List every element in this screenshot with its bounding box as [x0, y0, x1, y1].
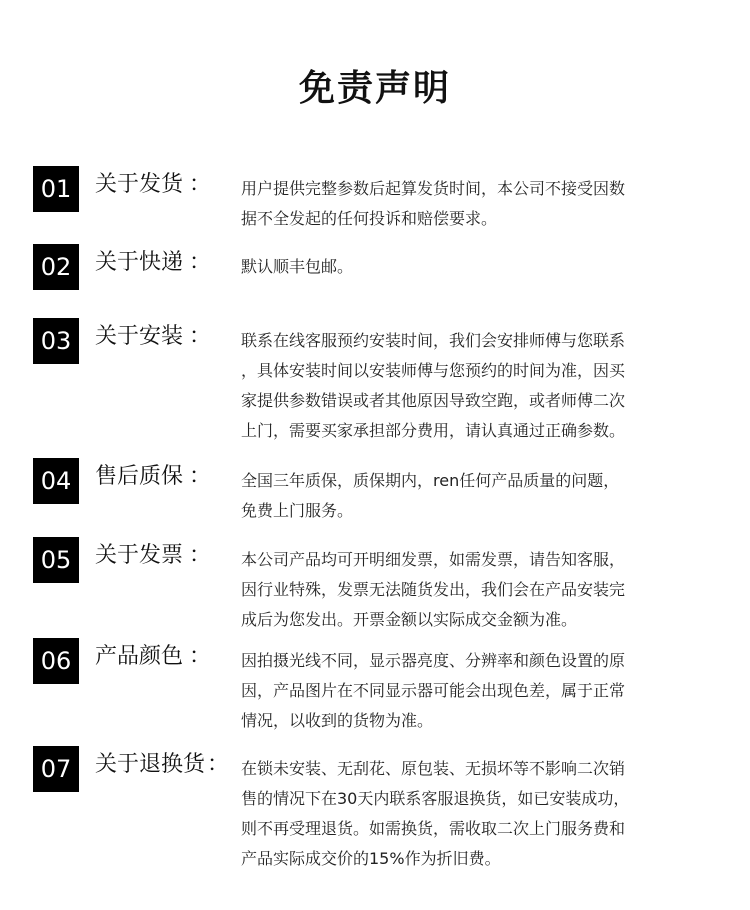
body-line: 则不再受理退货。如需换货，需收取二次上门服务费和 — [241, 819, 626, 838]
body-line: 据不全发起的任何投诉和赔偿要求。 — [241, 209, 498, 228]
section-heading — [95, 750, 229, 780]
section-body — [241, 754, 703, 874]
body-line: 因拍摄光线不同，显示器亮度、分辨率和颜色设置的原 — [241, 651, 626, 670]
section-heading-text: 关于安装 — [95, 324, 184, 349]
body-line: ，具体安装时间以安装师傅与您预约的时间为准，因买 — [241, 361, 626, 380]
section-heading — [95, 322, 211, 352]
section-heading-text: 售后质保 — [95, 464, 184, 489]
section-number-badge: 07 — [33, 746, 79, 792]
section-number-badge: 01 — [33, 166, 79, 212]
section-body — [241, 545, 703, 635]
body-line: 家提供参数错误或者其他原因导致空跑，或者师傅二次 — [241, 391, 626, 410]
section-returns — [33, 746, 723, 876]
body-line: 本公司产品均可开明细发票，如需发票，请告知客服， — [241, 550, 626, 569]
section-heading — [95, 462, 211, 492]
section-number-badge: 06 — [33, 638, 79, 684]
body-line: 默认顺丰包邮。 — [241, 257, 354, 276]
section-installation — [33, 318, 723, 448]
body-line: 情况，以收到的货物为准。 — [241, 711, 434, 730]
heading-colon: ： — [207, 752, 230, 777]
section-heading-text: 产品颜色 — [95, 644, 184, 669]
body-line: 免费上门服务。 — [241, 501, 354, 520]
heading-colon: ： — [189, 464, 212, 489]
section-heading — [95, 642, 211, 672]
section-heading-text: 关于发货 — [95, 172, 184, 197]
section-number-badge: 05 — [33, 537, 79, 583]
body-line: 售的情况下在30天内联系客服退换货，如已安装成功， — [241, 789, 630, 808]
body-line: 联系在线客服预约安装时间，我们会安排师傅与您联系 — [241, 331, 626, 350]
section-number-badge: 02 — [33, 244, 79, 290]
body-line: 上门，需要买家承担部分费用，请认真通过正确参数。 — [241, 421, 626, 440]
heading-colon: ： — [189, 324, 212, 349]
heading-colon: ： — [189, 644, 212, 669]
section-heading — [95, 541, 211, 571]
heading-colon: ： — [189, 172, 212, 197]
body-line: 成后为您发出。开票金额以实际成交金额为准。 — [241, 610, 578, 629]
section-product-color — [33, 638, 723, 738]
section-invoice — [33, 537, 723, 637]
section-number-badge: 03 — [33, 318, 79, 364]
section-body — [241, 326, 703, 446]
section-body — [241, 466, 703, 526]
body-line: 因，产品图片在不同显示器可能会出现色差，属于正常 — [241, 681, 626, 700]
body-line: 在锁未安装、无刮花、原包装、无损坏等不影响二次销 — [241, 759, 626, 778]
heading-colon: ： — [189, 250, 212, 275]
section-warranty — [33, 458, 723, 528]
section-heading-text: 关于快递 — [95, 250, 184, 275]
body-line: 用户提供完整参数后起算发货时间，本公司不接受因数 — [241, 179, 626, 198]
section-body — [241, 174, 703, 234]
section-courier — [33, 244, 723, 294]
section-body — [241, 646, 703, 736]
body-line: 全国三年质保，质保期内，ren任何产品质量的问题， — [241, 471, 620, 490]
page-title: 免责声明 — [298, 68, 451, 109]
section-heading-text: 关于退换货 — [95, 752, 206, 777]
section-number-badge: 04 — [33, 458, 79, 504]
body-line: 因行业特殊，发票无法随货发出，我们会在产品安装完 — [241, 580, 626, 599]
section-heading — [95, 170, 211, 200]
section-body — [241, 252, 703, 282]
section-shipping — [33, 166, 723, 236]
body-line: 产品实际成交价的15%作为折旧费。 — [241, 849, 501, 868]
section-heading-text: 关于发票 — [95, 543, 184, 568]
section-heading — [95, 248, 211, 278]
heading-colon: ： — [189, 543, 212, 568]
